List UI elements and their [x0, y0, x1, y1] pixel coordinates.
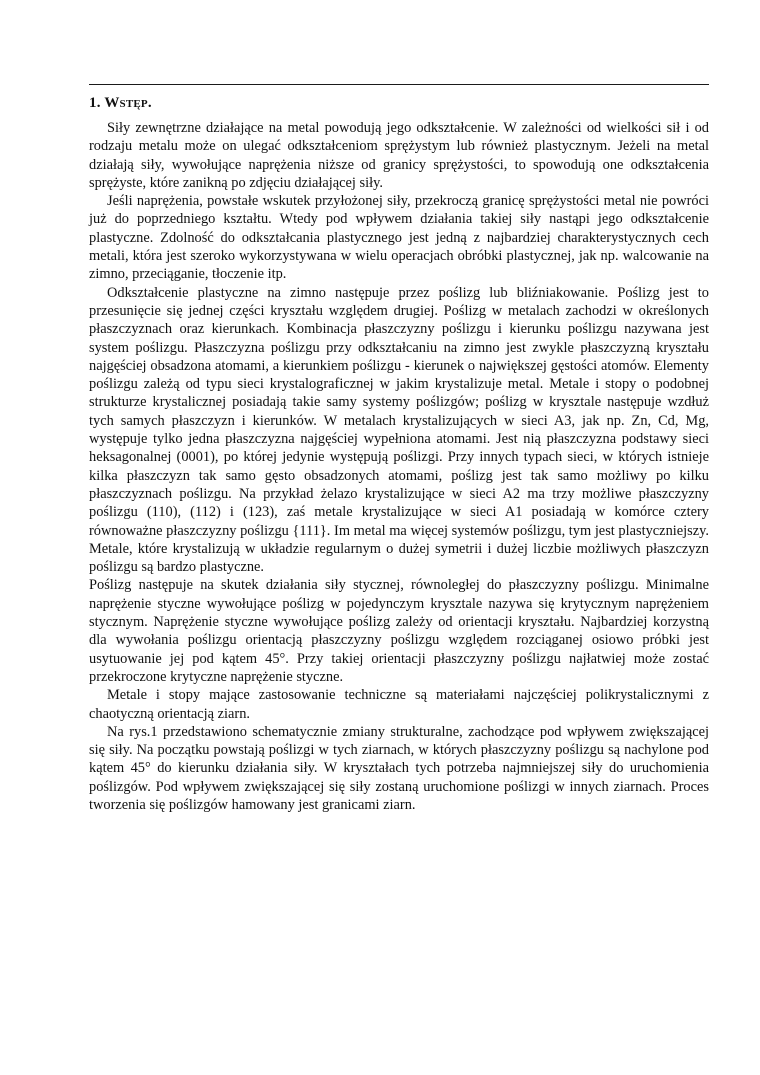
document-body [89, 92, 709, 814]
paragraph-2: Jeśli naprężenia, powstałe wskutek przyłożonej siły, przekroczą granicę sprężystości metal nie powróci już do poprzedniego kształtu. Wtedy pod wpływem działania takiej siły nastąpi jego odkształcenie plastyczne. Zdolność do odkształcania plastycznego jest jedną z najbardziej charakterystycznych cech metali, która jest szeroko wykorzystywana w wielu operacjach obróbki plastycznej, jak np. walcowanie na zimno, przeciąganie, tłoczenie itp. [89, 193, 709, 283]
paragraph-5: Metale i stopy mające zastosowanie techniczne są materiałami najczęściej polikrystalicznymi z chaotyczną orientacją ziarn. [89, 687, 709, 722]
header-rule [89, 84, 709, 85]
paragraph-6: Na rys.1 przedstawiono schematycznie zmiany strukturalne, zachodzące pod wpływem zwiększającej się siły. Na początku powstają poślizgi w tych ziarnach, w których płaszczyzny poślizgu są nachylone pod kątem 45° do kierunku działania siły. W kryształach tych potrzeba najmniejszej siły do uruchomienia poślizgów. Pod wpływem zwiększającej się siły zostaną uruchomione poślizgi w innych ziarnach. Proces tworzenia się poślizgów hamowany jest granicami ziarn. [89, 723, 709, 813]
section-heading: 1. Wstęp. [89, 95, 152, 111]
paragraph-4: Poślizg następuje na skutek działania siły stycznej, równoległej do płaszczyzny poślizgu. Minimalne naprężenie styczne wywołujące poślizg w pojedynczym krysztale nazywa się krytycznym naprężeniem stycznym. Naprężenie styczne wywołujące poślizg zależy od orientacji kryształu. Najbardziej korzystną dla wywołania poślizgu orientacją płaszczyzny poślizgu względem rozciąganej osiowo próbki jest usytuowanie jej pod kątem 45°. Przy takiej orientacji płaszczyzny poślizgu najłatwiej może zostać przekroczone krytyczne naprężenie styczne. [89, 577, 709, 685]
paragraph-3: Odkształcenie plastyczne na zimno następuje przez poślizg lub bliźniakowanie. Poślizg jest to przesunięcie się jednej części kryształu względem drugiej. Poślizg w metalach zachodzi w określonych płaszczyznach oraz kierunkach. Kombinacja płaszczyzny poślizgu i kierunku poślizgu nazywana jest system poślizgu. Płaszczyzna poślizgu przy odkształcaniu na zimno jest zwykle płaszczyzną kryształu najgęściej obsadzona atomami, a kierunkiem poślizgu - kierunek o największej gęstości atomów. Elementy poślizgu zależą od typu sieci krystalograficznej w jakim krystalizuje metal. Metale i stopy o podobnej strukturze krystalicznej posiadają takie samy systemy poślizgów; poślizg w krysztale następuje wzdłuż tych samych płaszczyzn i kierunków. W metalach krystalizujących w sieci A3, jak np. Zn, Cd, Mg, występuje tylko jedna płaszczyzna najgęściej wypełniona atomami. Jest nią płaszczyzna podstawy sieci heksagonalnej (0001), po której jedynie występują poślizgi. Przy innych typach sieci, w których istnieje kilka płaszczyzn tak samo gęsto obsadzonych atomami, poślizg jest tak samo możliwy po kilku płaszczyznach poślizgu. Na przykład żelazo krystalizujące w sieci A2 ma trzy możliwe płaszczyzny poślizgu (110), (112) i (123), zaś metale krystalizujące w sieci A1 posiadają w komórce cztery równoważne płaszczyzny poślizgu {111}. Im metal ma więcej systemów poślizgu, tym jest plastyczniejszy. Metale, które krystalizują w układzie regularnym o dużej symetrii i dużej liczbie możliwych płaszczyzn poślizgu są bardzo plastyczne. [89, 284, 709, 576]
paragraph-1: Siły zewnętrzne działające na metal powodują jego odkształcenie. W zależności od wielkości sił i od rodzaju metalu może on ulegać odkształceniom sprężystym lub również plastycznym. Jeżeli na metal działają siły, wywołujące naprężenia niższe od granicy sprężystości, to spowodują one odkształcenia sprężyste, które zanikną po zdjęciu działającej siły. [89, 120, 709, 191]
